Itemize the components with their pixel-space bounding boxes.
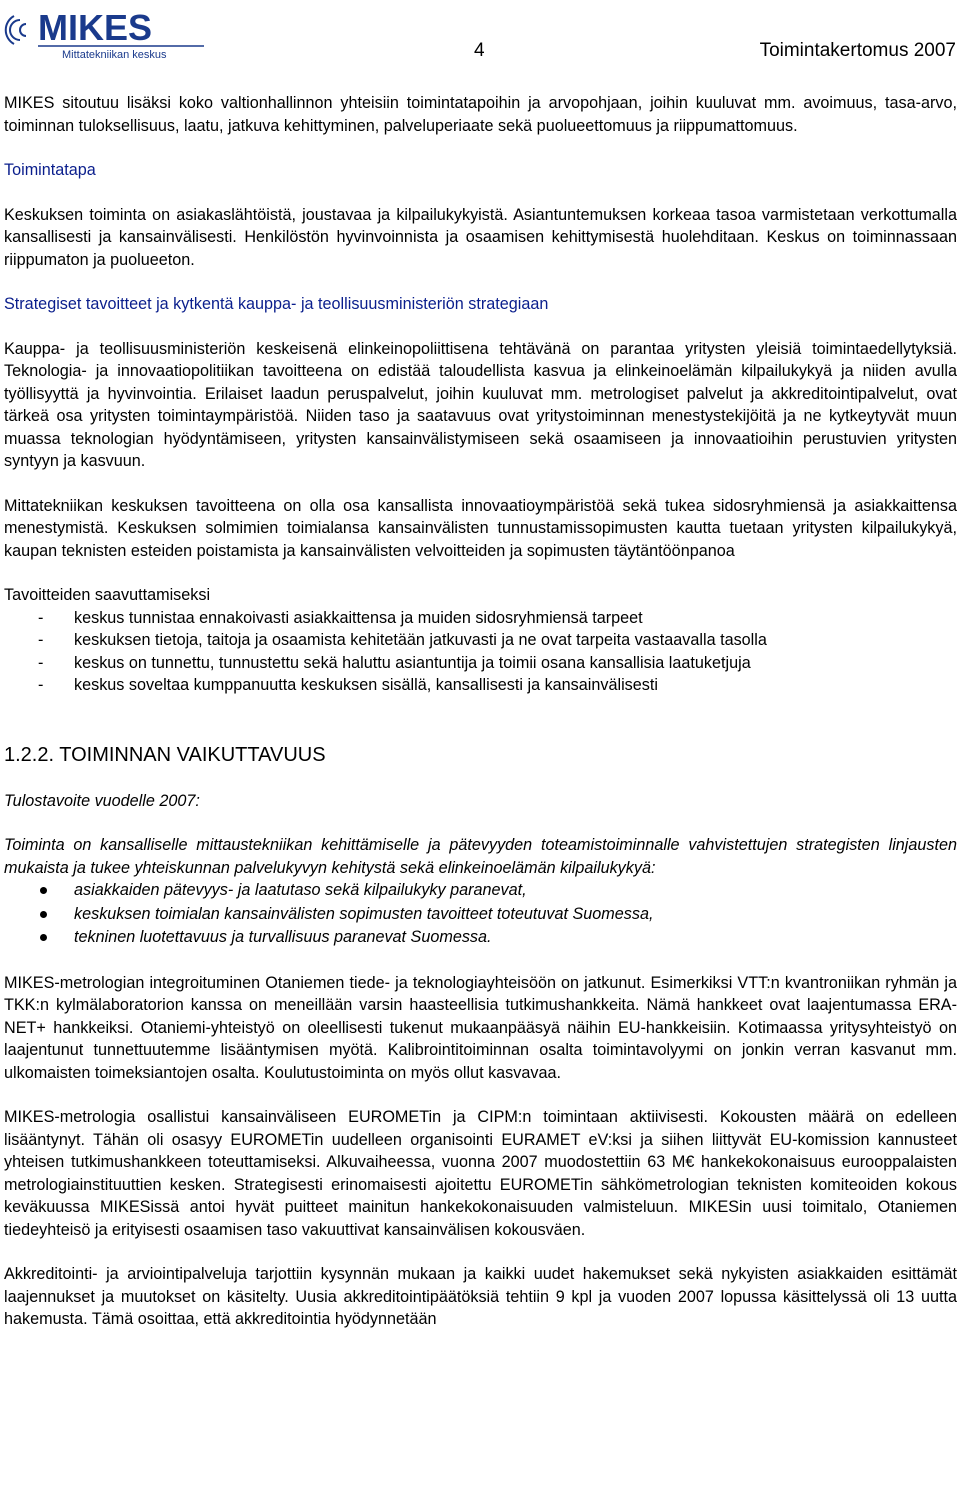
section-heading: 1.2.2. TOIMINNAN VAIKUTTAVUUS — [4, 743, 326, 766]
vaikuttavuus-paragraph-2: MIKES-metrologia osallistui kansainväliseen EUROMETin ja CIPM:n toimintaan aktiivisesti. Kokousten määrä on edelleen lisääntynyt. Tähän oli osasyy EUROMETin uudelleen organisointi EURAMET eV:ksi ja siihen liittyvät EU-komission kannusteet yhteisen tutkimushankkeen toteuttamiseksi. Alkuvaiheessa, vuonna 2007 muodostettiin 63 M€ hankekokonaisuus eurooppalaisten metrologiainstituuttien kesken. Strategisesti erinomaisesti ajoitettu EUROMETin sähkömetrologian teknisten komiteoiden kokous keväkuussa MIKESissä antoi hyvät puitteet mainitun hankekokonaisuuden valmisteluun. MIKESin uusi toimitalo, Otaniemen tiedeyhteisö ja erityisesti osaamisen taso vakuuttivat kansainvälisen kokousväen. — [4, 1108, 957, 1239]
page-number: 4 — [474, 40, 485, 61]
list-item: asiakkaiden pätevyys- ja laatutaso sekä kilpailukyky paranevat, — [4, 879, 957, 903]
saavuttaminen-heading: Tavoitteiden saavuttamiseksi — [4, 586, 211, 604]
list-item: - keskus on tunnettu, tunnustettu sekä haluttu asiantuntija ja toimii osana kansallisia laatuketjuja — [38, 653, 751, 672]
toimintatapa-heading: Toimintatapa — [4, 161, 96, 179]
page-header — [0, 0, 960, 70]
list-item: keskuksen toimialan kansainvälisten sopimusten tavoitteet toteutuvat Suomessa, — [4, 903, 957, 927]
strategia-heading: Strategiset tavoitteet ja kytkentä kauppa- ja teollisuusministeriön strategiaan — [4, 295, 549, 313]
tulostavoite-list — [4, 879, 957, 950]
strategia-paragraph-1: Kauppa- ja teollisuusministeriön keskeisenä elinkeinopoliittisena tehtävänä on parantaa yritysten yleisiä toimintaedellytyksiä. Teknologia- ja innovaatiopolitiikan tavoitteena on edistää taloudellista kasvua ja elinkeinoelämän kilpailukykyä ja niiden avulla työllisyyttä ja hyvinvointia. Erilaiset laadun peruspalvelut, joihin kuuluvat mm. metrologiset palvelut ja akkreditointipalvelut, ovat tärkeä osa yritysten toimintaympäristöä. Niiden taso ja saatavuus ovat yritystoiminnan menestystekijöitä ja ne kytkeytyvät muun muassa teknologian hyödyntämiseen, yritysten kansainvälistymiseen sekä osaamiseen ja innovaatioihin perustuvien yritysten syntyyn ja kasvuun. — [4, 339, 957, 470]
tulostavoite-title: Tulostavoite vuodelle 2007: — [4, 791, 200, 810]
list-item: - keskuksen tietoja, taitoja ja osaamista kehitetään jatkuvasti ja ne ovat tarpeita vastaavalla tasolla — [38, 631, 767, 649]
list-item: - keskus tunnistaa ennakoivasti asiakkaittensa ja muiden sidosryhmiensä tarpeet — [38, 608, 643, 627]
mikes-logo — [4, 4, 214, 60]
svg-text:MIKES: MIKES — [38, 7, 153, 48]
list-item: tekninen luotettavuus ja turvallisuus paranevat Suomessa. — [4, 926, 957, 950]
tulostavoite-paragraph: Toiminta on kansalliselle mittaustekniikan kehittämiselle ja pätevyyden toteamistoiminnalle vahvistettujen strategisten linjausten mukaista ja tukee yhteiskunnan palvelukyvyn kehitystä sekä elinkeinoelämän kilpailukykyä: — [4, 836, 957, 877]
vaikuttavuus-paragraph-1: MIKES-metrologian integroituminen Otaniemen tiede- ja teknologiayhteisöön on jatkunut. Esimerkiksi VTT:n kvantroniikan ryhmän ja TKK:n kylmälaboratorion kanssa on meneillään varsin haasteellisia tutkimushankkeita. Nämä hankkeet ovat laajentumassa ERA-NET+ hankkeiksi. Otaniemi-yhteistyö on oleellisesti tukenut mukaanpääsyä näihin EU-hankkeisiin. Kotimaassa yritysyhteistyö on laajentunut tunnettuutemme lisääntymisen myötä. Kalibrointitoiminnan osalta toimintavolyymi on jonkin verran kasvanut mm. ulkomaisten toimeksiantojen osalta. Koulutustoiminta on myös ollut kasvavaa. — [4, 973, 957, 1082]
svg-text:Mittatekniikan keskus: Mittatekniikan keskus — [62, 49, 167, 60]
saavuttaminen-list — [4, 607, 957, 697]
report-title: Toimintakertomus 2007 — [759, 40, 956, 61]
document-body — [4, 92, 957, 1331]
intro-paragraph: MIKES sitoutuu lisäksi koko valtionhallinnon yhteisiin toimintatapoihin ja arvopohjaan, joihin kuuluvat mm. avoimuus, tasa-arvo, toiminnan tuloksellisuus, laatu, jatkuva kehittyminen, palveluperiaate sekä puolueettomuus ja riippumattomuus. — [4, 94, 957, 135]
strategia-paragraph-2: Mittatekniikan keskuksen tavoitteena on olla osa kansallista innovaatioympäristöä sekä tukea sidosryhmiensä ja asiakkaittensa menestymistä. Keskuksen solmimien toimialansa kansainvälisten tunnustamissopimusten kautta tuetaan yritysten kilpailukykyä, kaupan teknisten esteiden poistamista ja kansainvälisten velvoitteiden ja sopimusten täytäntöönpanoa — [4, 496, 957, 560]
list-item: - keskus soveltaa kumppanuutta keskuksen sisällä, kansallisesti ja kansainvälisesti — [38, 676, 658, 694]
vaikuttavuus-paragraph-3: Akkreditointi- ja arviointipalveluja tarjottiin kysynnän mukaan ja kaikki uudet hakemukset sekä nykyisten asiakkaiden esittämät laajennukset ja muutokset on käsitelty. Uusia akkreditointipäätöksiä tehtiin 9 kpl ja vuoden 2007 lopussa käsittelyssä oli 13 uutta hakemusta. Tämä osoittaa, että akkreditointia hyödynnetään — [4, 1265, 957, 1328]
toimintatapa-paragraph: Keskuksen toiminta on asiakaslähtöistä, joustavaa ja kilpailukykyistä. Asiantuntemuksen korkeaa tasoa varmistetaan verkottumalla kansallisesti ja kansainvälisesti. Henkilöstön hyvinvoinnista ja osaamisen kehittymisestä huolehditaan. Keskus on toiminnassaan riippumaton ja puolueeton. — [4, 205, 957, 269]
